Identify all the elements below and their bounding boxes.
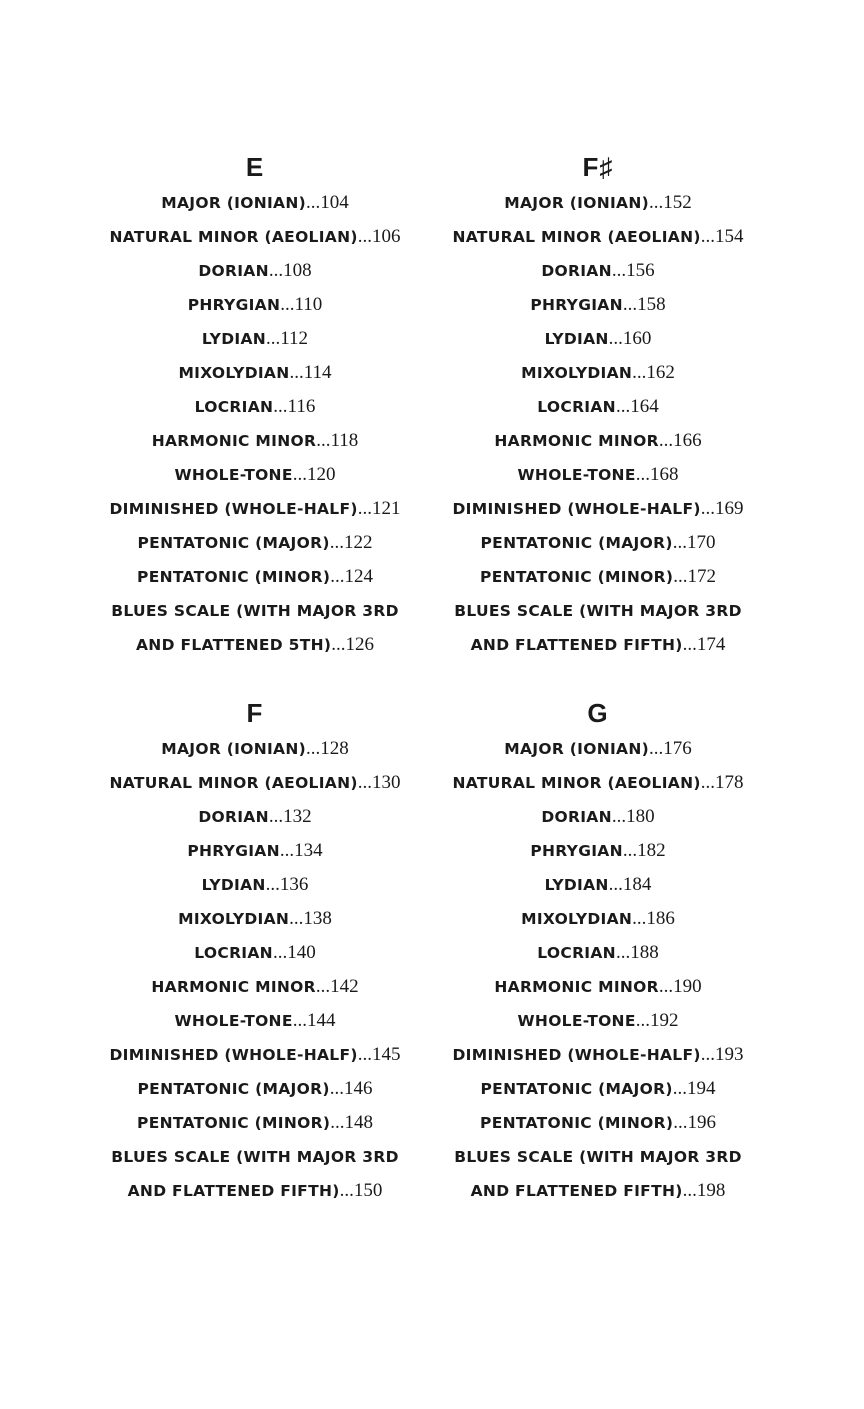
page-number: ...194 xyxy=(672,1078,716,1099)
page-number: ...152 xyxy=(648,192,692,213)
scale-name: PENTATONIC (MINOR) xyxy=(137,1114,331,1132)
toc-entry xyxy=(398,560,798,594)
page-number: ...110 xyxy=(280,294,323,315)
toc-entry xyxy=(55,628,455,662)
toc-entry xyxy=(55,1004,455,1038)
toc-entry xyxy=(55,492,455,526)
page-number: ...136 xyxy=(265,874,309,895)
toc-entry xyxy=(398,220,798,254)
toc-entry xyxy=(398,868,798,902)
toc-entry xyxy=(55,1174,455,1208)
toc-entry xyxy=(398,732,798,766)
scale-name: DORIAN xyxy=(541,262,612,280)
page-number: ...112 xyxy=(266,328,309,349)
toc-entry xyxy=(55,800,455,834)
page-number: ...128 xyxy=(305,738,349,759)
toc-entry xyxy=(55,1140,455,1174)
scale-name: WHOLE-TONE xyxy=(517,466,636,484)
scale-name: PENTATONIC (MAJOR) xyxy=(137,1080,330,1098)
toc-entry xyxy=(398,526,798,560)
toc-entry xyxy=(55,1038,455,1072)
scale-name: AND FLATTENED FIFTH) xyxy=(470,1182,683,1200)
page-number: ...134 xyxy=(279,840,323,861)
toc-entry xyxy=(55,902,455,936)
page-number: ...164 xyxy=(615,396,659,417)
scale-name: PENTATONIC (MINOR) xyxy=(480,568,674,586)
toc-entry xyxy=(398,936,798,970)
toc-entry xyxy=(398,356,798,390)
page-number: ...146 xyxy=(329,1078,373,1099)
scale-name: LYDIAN xyxy=(544,330,609,348)
scale-name: HARMONIC MINOR xyxy=(494,978,659,996)
scale-name: DIMINISHED (WHOLE-HALF) xyxy=(452,1046,701,1064)
toc-entry xyxy=(55,970,455,1004)
page-number: ...156 xyxy=(611,260,655,281)
page-number: ...190 xyxy=(658,976,702,997)
page-number: ...154 xyxy=(700,226,744,247)
scale-name: BLUES SCALE (WITH MAJOR 3RD xyxy=(111,1148,399,1166)
key-section-f xyxy=(55,694,455,1208)
scale-name: PHRYGIAN xyxy=(187,296,281,314)
page-number: ...126 xyxy=(331,634,374,655)
toc-entry xyxy=(398,800,798,834)
key-heading: F♯ xyxy=(582,152,614,182)
toc-entry xyxy=(55,322,455,356)
key-heading: E xyxy=(245,152,265,182)
scale-name: MAJOR (IONIAN) xyxy=(504,740,649,758)
page-number: ...145 xyxy=(357,1044,401,1065)
scale-name: WHOLE-TONE xyxy=(174,466,293,484)
toc-entry xyxy=(55,220,455,254)
toc-entry xyxy=(55,732,455,766)
scale-name: NATURAL MINOR (AEOLIAN) xyxy=(109,774,358,792)
scale-name: LOCRIAN xyxy=(537,944,616,962)
scale-name: AND FLATTENED 5TH) xyxy=(136,636,332,654)
page-number: ...158 xyxy=(622,294,666,315)
scale-name: PENTATONIC (MINOR) xyxy=(137,568,331,586)
page-number: ...172 xyxy=(673,566,716,587)
toc-entry xyxy=(55,424,455,458)
scale-name: MIXOLYDIAN xyxy=(178,910,290,928)
toc-entry xyxy=(398,1140,798,1174)
toc-entry xyxy=(55,834,455,868)
toc-entry xyxy=(398,492,798,526)
scale-name: PHRYGIAN xyxy=(530,296,623,314)
page-number: ...174 xyxy=(682,634,726,655)
scale-name: DIMINISHED (WHOLE-HALF) xyxy=(452,500,701,518)
scale-name: MAJOR (IONIAN) xyxy=(161,194,306,212)
page-number: ...116 xyxy=(273,396,316,417)
page-number: ...148 xyxy=(330,1112,373,1133)
scale-name: LOCRIAN xyxy=(537,398,616,416)
page-number: ...186 xyxy=(632,908,675,929)
page-number: ...114 xyxy=(289,362,332,383)
page-number: ...130 xyxy=(357,772,401,793)
page-number: ...132 xyxy=(268,806,312,827)
page-number: ...140 xyxy=(272,942,316,963)
scale-name: DORIAN xyxy=(198,262,269,280)
toc-entry xyxy=(398,186,798,220)
scale-name: BLUES SCALE (WITH MAJOR 3RD xyxy=(454,602,742,620)
page-number: ...198 xyxy=(682,1180,726,1201)
page-number: ...120 xyxy=(292,464,336,485)
page-number: ...118 xyxy=(316,430,359,451)
page-number: ...166 xyxy=(658,430,702,451)
toc-entry xyxy=(55,390,455,424)
page-number: ...178 xyxy=(700,772,744,793)
scale-name: BLUES SCALE (WITH MAJOR 3RD xyxy=(454,1148,742,1166)
page-number: ...121 xyxy=(357,498,401,519)
toc-entry xyxy=(398,902,798,936)
scale-name: BLUES SCALE (WITH MAJOR 3RD xyxy=(111,602,399,620)
scale-name: LOCRIAN xyxy=(194,398,274,416)
page-number: ...104 xyxy=(305,192,349,213)
toc-entry xyxy=(55,186,455,220)
scale-name: LOCRIAN xyxy=(194,944,273,962)
page-number: ...182 xyxy=(622,840,666,861)
scale-name: WHOLE-TONE xyxy=(517,1012,636,1030)
page-number: ...169 xyxy=(700,498,744,519)
page-number: ...160 xyxy=(608,328,652,349)
scale-name: PHRYGIAN xyxy=(187,842,280,860)
toc-entry xyxy=(398,970,798,1004)
scale-name: LYDIAN xyxy=(201,330,267,348)
key-heading: G xyxy=(587,698,609,728)
toc-entry xyxy=(398,1106,798,1140)
scale-name: PENTATONIC (MINOR) xyxy=(480,1114,674,1132)
scale-name: MIXOLYDIAN xyxy=(521,910,633,928)
scale-name: HARMONIC MINOR xyxy=(494,432,659,450)
page-number: ...124 xyxy=(330,566,373,587)
page-number: ...144 xyxy=(292,1010,336,1031)
page-number: ...192 xyxy=(635,1010,679,1031)
page-number: ...106 xyxy=(357,226,401,247)
toc-entry xyxy=(55,766,455,800)
toc-entry xyxy=(398,254,798,288)
scale-name: DORIAN xyxy=(541,808,612,826)
scale-name: HARMONIC MINOR xyxy=(151,432,317,450)
scale-name: AND FLATTENED FIFTH) xyxy=(127,1182,340,1200)
scale-name: PENTATONIC (MAJOR) xyxy=(480,534,673,552)
page-number: ...142 xyxy=(315,976,359,997)
toc-entry xyxy=(398,458,798,492)
scale-name: PENTATONIC (MAJOR) xyxy=(480,1080,673,1098)
key-section-f-sharp xyxy=(398,148,798,662)
scale-name: MIXOLYDIAN xyxy=(521,364,633,382)
scale-name: NATURAL MINOR (AEOLIAN) xyxy=(452,774,701,792)
page-number: ...170 xyxy=(672,532,716,553)
page-number: ...162 xyxy=(632,362,675,383)
toc-entry xyxy=(398,1072,798,1106)
toc-entry xyxy=(55,356,455,390)
toc-entry xyxy=(398,424,798,458)
scale-name: HARMONIC MINOR xyxy=(151,978,316,996)
page-number: ...108 xyxy=(268,260,312,281)
toc-entry xyxy=(55,254,455,288)
toc-entry xyxy=(398,322,798,356)
page-number: ...176 xyxy=(648,738,692,759)
scale-name: LYDIAN xyxy=(544,876,609,894)
page-number: ...193 xyxy=(700,1044,744,1065)
toc-entry xyxy=(398,766,798,800)
page-number: ...180 xyxy=(611,806,655,827)
scale-name: PHRYGIAN xyxy=(530,842,623,860)
page-number: ...168 xyxy=(635,464,679,485)
scale-name: DORIAN xyxy=(198,808,269,826)
toc-entry xyxy=(398,1174,798,1208)
toc-entry xyxy=(398,390,798,424)
scale-name: MIXOLYDIAN xyxy=(178,364,290,382)
toc-entry xyxy=(398,1038,798,1072)
toc-entry xyxy=(55,560,455,594)
toc-entry xyxy=(55,458,455,492)
toc-entry xyxy=(55,526,455,560)
page-number: ...122 xyxy=(329,532,373,553)
toc-entry xyxy=(55,936,455,970)
toc-entry xyxy=(398,288,798,322)
toc-entry xyxy=(55,1106,455,1140)
key-heading: F xyxy=(246,698,264,728)
scale-name: MAJOR (IONIAN) xyxy=(161,740,306,758)
toc-entry xyxy=(398,628,798,662)
toc-entry xyxy=(398,1004,798,1038)
scale-name: NATURAL MINOR (AEOLIAN) xyxy=(452,228,701,246)
page-number: ...188 xyxy=(615,942,659,963)
toc-entry xyxy=(55,868,455,902)
scale-name: DIMINISHED (WHOLE-HALF) xyxy=(109,500,358,518)
toc-entry xyxy=(55,288,455,322)
scale-name: AND FLATTENED FIFTH) xyxy=(470,636,683,654)
scale-name: DIMINISHED (WHOLE-HALF) xyxy=(109,1046,358,1064)
key-section-e xyxy=(55,148,455,662)
page-number: ...196 xyxy=(673,1112,716,1133)
page-number: ...184 xyxy=(608,874,652,895)
toc-entry xyxy=(398,594,798,628)
scale-name: PENTATONIC (MAJOR) xyxy=(137,534,330,552)
page-number: ...150 xyxy=(339,1180,383,1201)
scale-name: WHOLE-TONE xyxy=(174,1012,293,1030)
toc-entry xyxy=(55,594,455,628)
scale-name: MAJOR (IONIAN) xyxy=(504,194,649,212)
toc-entry xyxy=(398,834,798,868)
key-section-g xyxy=(398,694,798,1208)
toc-entry xyxy=(55,1072,455,1106)
scale-name: NATURAL MINOR (AEOLIAN) xyxy=(109,228,358,246)
scale-name: LYDIAN xyxy=(201,876,266,894)
page-number: ...138 xyxy=(289,908,332,929)
